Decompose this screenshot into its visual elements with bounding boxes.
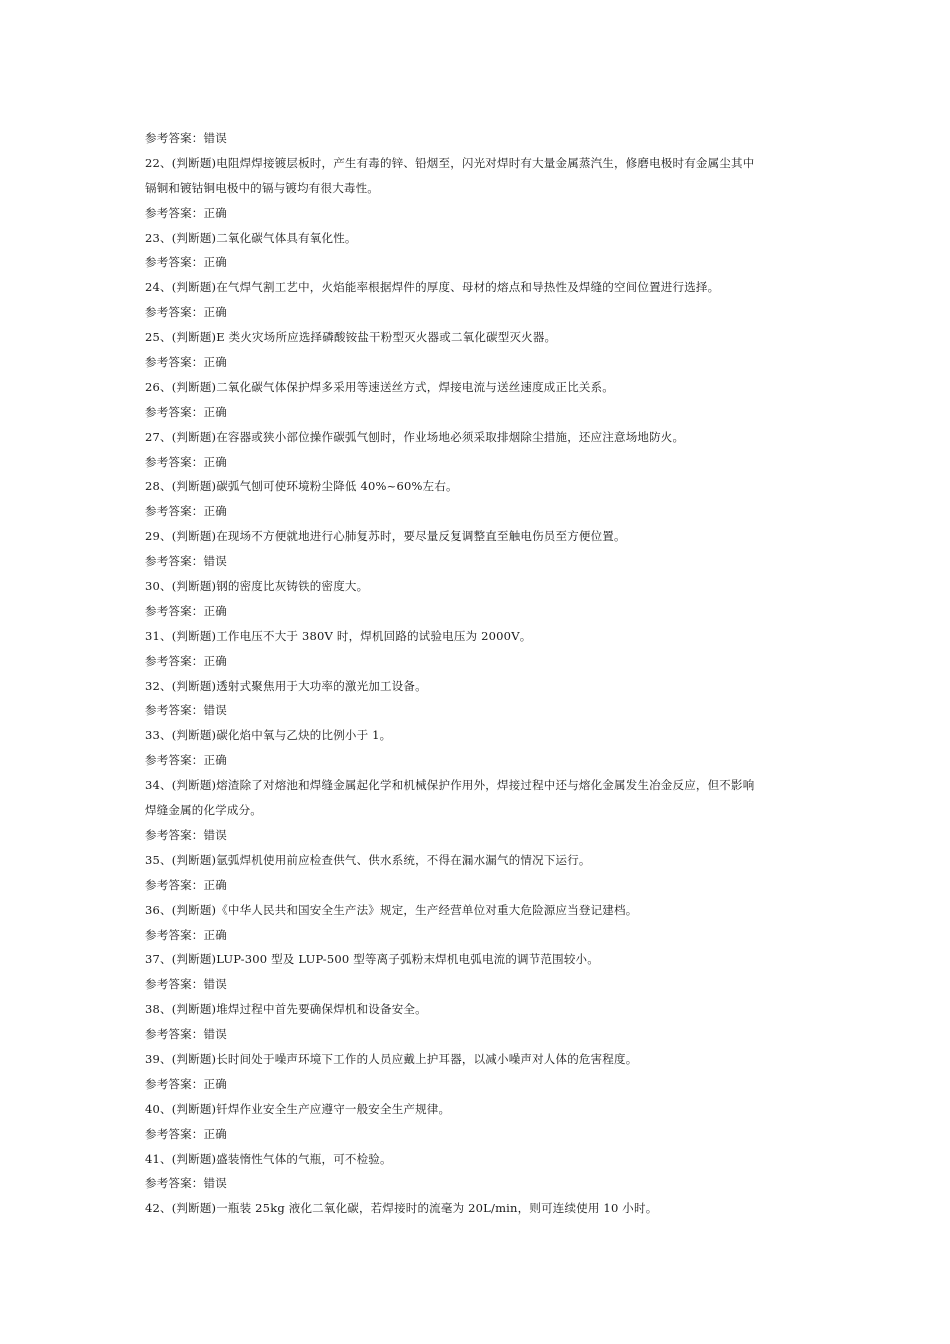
answer-line: 参考答案：正确 [145, 753, 227, 768]
answer-line: 参考答案：正确 [145, 454, 227, 469]
answer-line: 参考答案：正确 [145, 877, 227, 892]
question-continuation-line: 焊缝金属的化学成分。 [145, 803, 262, 818]
question-line: 39、(判断题)长时间处于噪声环境下工作的人员应戴上护耳器，以减小噪声对人体的危害程度。 [145, 1051, 638, 1066]
answer-line: 参考答案：正确 [145, 305, 227, 320]
answer-line: 参考答案：错误 [145, 554, 227, 569]
answer-line: 参考答案：正确 [145, 355, 227, 370]
question-line: 37、(判断题)LUP-300 型及 LUP-500 型等离子弧粉末焊机电弧电流的调节范围较小。 [145, 952, 599, 967]
answer-line: 参考答案：正确 [145, 1126, 227, 1141]
answer-line: 参考答案：错误 [145, 827, 227, 842]
question-line: 34、(判断题)熔渣除了对熔池和焊缝金属起化学和机械保护作用外，焊接过程中还与熔化金属发生冶金反应，但不影响 [145, 778, 755, 793]
question-line: 36、(判断题)《中华人民共和国安全生产法》规定，生产经营单位对重大危险源应当登记建档。 [145, 902, 638, 917]
question-line: 32、(判断题)透射式聚焦用于大功率的激光加工设备。 [145, 678, 427, 693]
answer-line: 参考答案：正确 [145, 404, 227, 419]
question-line: 41、(判断题)盛装惰性气体的气瓶，可不检验。 [145, 1151, 392, 1166]
answer-line: 参考答案：正确 [145, 603, 227, 618]
question-line: 23、(判断题)二氧化碳气体具有氧化性。 [145, 230, 357, 245]
question-line: 40、(判断题)钎焊作业安全生产应遵守一般安全生产规律。 [145, 1101, 451, 1116]
question-line: 33、(判断题)碳化焰中氧与乙炔的比例小于 1。 [145, 728, 392, 743]
answer-line: 参考答案：错误 [145, 977, 227, 992]
question-line: 26、(判断题)二氧化碳气体保护焊多采用等速送丝方式，焊接电流与送丝速度成正比关系。 [145, 379, 615, 394]
question-line: 24、(判断题)在气焊气割工艺中，火焰能率根据焊件的厚度、母材的熔点和导热性及焊缝的空间位置进行选择。 [145, 280, 720, 295]
answer-line: 参考答案：错误 [145, 1027, 227, 1042]
answer-line: 参考答案：错误 [145, 1176, 227, 1191]
question-line: 28、(判断题)碳弧气刨可使环境粉尘降低 40%~60%左右。 [145, 479, 458, 494]
question-line: 22、(判断题)电阻焊焊接镀层板时，产生有毒的锌、铅烟至，闪光对焊时有大量金属蒸汽生，修磨电极时有金属尘其中 [145, 155, 755, 170]
question-continuation-line: 镉铜和镀钴铜电极中的镉与镀均有很大毒性。 [145, 180, 379, 195]
question-line: 38、(判断题)堆焊过程中首先要确保焊机和设备安全。 [145, 1002, 427, 1017]
answer-line: 参考答案：正确 [145, 1076, 227, 1091]
question-line: 30、(判断题)钢的密度比灰铸铁的密度大。 [145, 579, 369, 594]
question-line: 29、(判断题)在现场不方便就地进行心肺复苏时，要尽量反复调整直至触电伤员至方便位置。 [145, 529, 626, 544]
answer-line: 参考答案：错误 [145, 131, 227, 145]
answer-line: 参考答案：正确 [145, 205, 227, 220]
answer-line: 参考答案：正确 [145, 927, 227, 942]
answer-line: 参考答案：错误 [145, 703, 227, 718]
answer-line: 参考答案：正确 [145, 255, 227, 270]
question-line: 42、(判断题)一瓶装 25kg 液化二氧化碳，若焊接时的流毫为 20L/min，则可连续使用 10 小时。 [145, 1201, 658, 1216]
question-line: 35、(判断题)氩弧焊机使用前应检查供气、供水系统，不得在漏水漏气的情况下运行。 [145, 852, 591, 867]
answer-line: 参考答案：正确 [145, 653, 227, 668]
document-page [145, 126, 815, 1221]
question-line: 31、(判断题)工作电压不大于 380V 时，焊机回路的试验电压为 2000V。 [145, 628, 532, 643]
question-line: 25、(判断题)E 类火灾场所应选择磷酸铵盐干粉型灭火器或二氧化碳型灭火器。 [145, 330, 557, 345]
question-line: 27、(判断题)在容器或狭小部位操作碳弧气刨时，作业场地必须采取排烟除尘措施，还应注意场地防火。 [145, 429, 685, 444]
answer-line: 参考答案：正确 [145, 504, 227, 519]
